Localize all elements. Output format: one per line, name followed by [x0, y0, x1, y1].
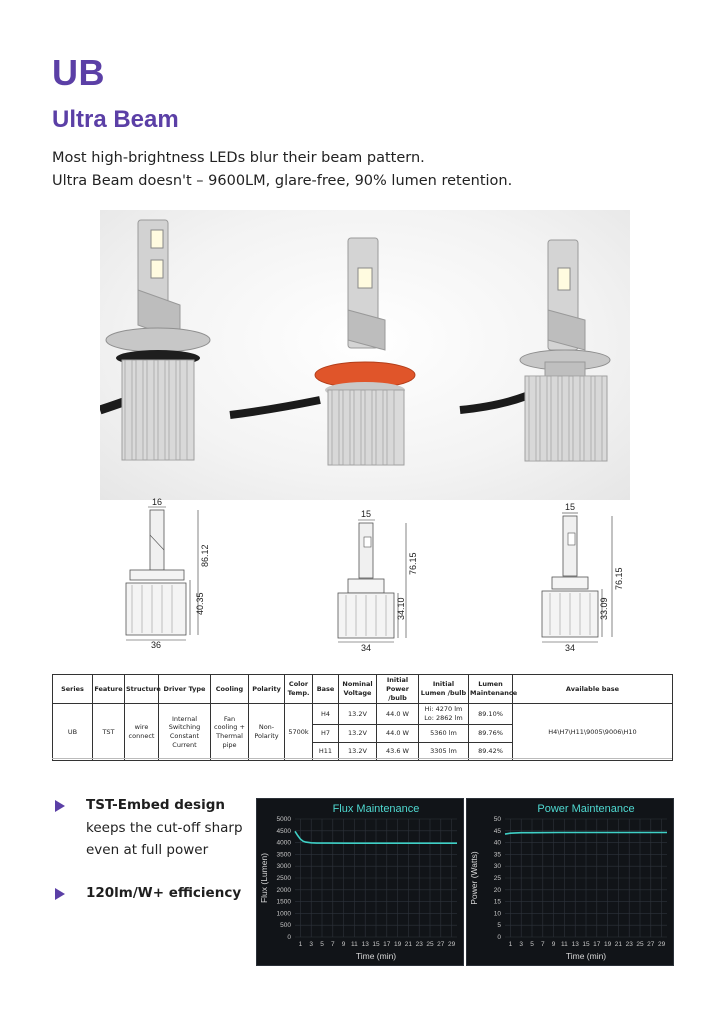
dim-base-3: 34	[564, 643, 576, 653]
dim-height-1: 86.12	[200, 544, 210, 567]
x-tick-label: 29	[447, 941, 456, 948]
dim-lower-2: 34.10	[396, 597, 406, 620]
bulb-h7-photo	[520, 240, 610, 461]
dim-height-3: 76.15	[614, 567, 624, 590]
cell-series: UB	[53, 704, 93, 761]
drawing-h11	[338, 509, 418, 653]
technical-drawings	[100, 495, 660, 655]
cell-structure: wire connect	[125, 704, 159, 761]
y-tick-label: 50	[493, 816, 501, 823]
col-header-structure: Structure	[125, 675, 159, 704]
y-axis-label: Power (Watts)	[469, 851, 479, 905]
y-tick-label: 2000	[276, 886, 291, 894]
dim-top-2: 15	[360, 509, 372, 519]
col-header-series: Series	[53, 675, 93, 704]
x-tick-label: 21	[404, 941, 413, 948]
x-tick-label: 17	[593, 941, 601, 948]
cell-maintenance: 89.42%	[469, 742, 513, 760]
divider	[52, 758, 672, 759]
feature-2-title: 120lm/W+ efficiency	[86, 885, 242, 901]
dim-lower-1: 40.35	[195, 592, 205, 615]
y-tick-label: 500	[280, 922, 291, 930]
cell-lumen: 5360 lm	[419, 724, 469, 742]
y-tick-label: 15	[493, 898, 501, 906]
product-photo	[100, 210, 630, 500]
col-header-base: Base	[313, 675, 339, 704]
intro-line-1: Most high-brightness LEDs blur their beam pattern.	[52, 150, 425, 166]
x-tick-label: 3	[519, 941, 524, 948]
y-tick-label: 0	[287, 934, 291, 941]
x-tick-label: 23	[415, 941, 423, 948]
cell-cooling: Fan cooling + Thermal pipe	[211, 704, 249, 761]
flux-chart-svg	[257, 799, 463, 965]
cell-lumen: Hi: 4270 lm Lo: 2862 lm	[419, 704, 469, 725]
cell-available-base: H4\H7\H11\9005\9006\H10	[513, 704, 673, 761]
table-row	[53, 704, 673, 725]
chart-title: Flux Maintenance	[332, 803, 420, 815]
chart-title: Power Maintenance	[537, 803, 635, 815]
x-tick-label: 21	[614, 941, 623, 948]
cell-voltage: 13.2V	[339, 704, 377, 725]
col-header-lumen: Initial Lumen /bulb	[419, 675, 469, 704]
cell-base: H7	[313, 724, 339, 742]
feature-1-line-1: keeps the cut-off sharp	[86, 820, 243, 836]
y-tick-label: 1000	[276, 910, 291, 918]
y-tick-label: 1500	[276, 898, 291, 906]
cell-power: 43.6 W	[377, 742, 419, 760]
cell-polarity: Non-Polarity	[249, 704, 285, 761]
cell-feature: TST	[93, 704, 125, 761]
y-tick-label: 4000	[276, 839, 291, 847]
col-header-cooling: Cooling	[211, 675, 249, 704]
col-header-driver: Driver Type	[159, 675, 211, 704]
x-tick-label: 19	[603, 941, 612, 948]
dim-base-1: 36	[150, 640, 162, 650]
y-axis-label: Flux (Lumen)	[259, 852, 269, 904]
y-tick-label: 5000	[276, 816, 291, 823]
y-tick-label: 0	[497, 934, 501, 941]
col-header-color-temp: Color Temp.	[285, 675, 313, 704]
x-tick-label: 23	[625, 941, 633, 948]
y-tick-label: 3500	[276, 851, 291, 859]
cell-maintenance: 89.76%	[469, 724, 513, 742]
x-tick-label: 13	[361, 941, 369, 948]
x-tick-label: 13	[571, 941, 579, 948]
x-tick-label: 11	[561, 941, 568, 948]
bullet-arrow-icon	[55, 888, 65, 900]
y-tick-label: 2500	[276, 875, 291, 882]
dim-lower-3: 33.09	[599, 597, 609, 620]
x-tick-label: 7	[330, 941, 335, 948]
y-tick-label: 45	[493, 827, 501, 835]
col-header-power: Initial Power /bulb	[377, 675, 419, 704]
table-header-row	[53, 675, 673, 704]
cell-power: 44.0 W	[377, 704, 419, 725]
flux-chart	[256, 798, 464, 966]
x-tick-label: 1	[508, 941, 513, 948]
power-chart-svg	[467, 799, 673, 965]
bullet-arrow-icon	[55, 800, 65, 812]
cell-base: H4	[313, 704, 339, 725]
x-tick-label: 27	[647, 941, 655, 948]
col-header-voltage: Nominal Voltage	[339, 675, 377, 704]
x-axis-label: Time (min)	[565, 951, 607, 961]
x-tick-label: 25	[426, 941, 434, 948]
series-name: Ultra Beam	[52, 106, 179, 133]
cell-driver-type: Internal Switching Constant Current	[159, 704, 211, 761]
series-code: UB	[52, 52, 105, 93]
dim-top-1: 16	[151, 497, 163, 507]
y-tick-label: 4500	[276, 827, 291, 835]
x-axis-label: Time (min)	[355, 951, 397, 961]
x-tick-label: 29	[657, 941, 666, 948]
x-tick-label: 19	[393, 941, 402, 948]
y-tick-label: 20	[493, 886, 501, 894]
x-tick-label: 15	[582, 941, 590, 948]
cell-voltage: 13.2V	[339, 742, 377, 760]
x-tick-label: 1	[298, 941, 303, 948]
cell-voltage: 13.2V	[339, 724, 377, 742]
cell-lumen: 3305 lm	[419, 742, 469, 760]
x-tick-label: 9	[551, 941, 556, 948]
drawing-h7	[542, 502, 624, 653]
feature-1-line-2: even at full power	[86, 842, 209, 858]
col-header-maintenance: Lumen Maintenance	[469, 675, 513, 704]
y-tick-label: 5	[497, 922, 501, 930]
x-tick-label: 9	[341, 941, 346, 948]
dim-base-2: 34	[360, 643, 372, 653]
y-tick-label: 40	[493, 839, 501, 847]
x-tick-label: 5	[320, 941, 324, 948]
cell-color-temp: 5700k	[285, 704, 313, 761]
bulb-h11-photo	[315, 238, 415, 465]
x-tick-label: 7	[540, 941, 545, 948]
col-header-polarity: Polarity	[249, 675, 285, 704]
x-tick-label: 27	[437, 941, 445, 948]
intro-line-2: Ultra Beam doesn't – 9600LM, glare-free, 90% lumen retention.	[52, 173, 513, 189]
x-tick-label: 25	[636, 941, 644, 948]
col-header-feature: Feature	[93, 675, 125, 704]
x-tick-label: 5	[530, 941, 534, 948]
y-tick-label: 25	[493, 875, 501, 882]
feature-1-title: TST-Embed design	[86, 797, 225, 813]
x-tick-label: 11	[351, 941, 358, 948]
dim-top-3: 15	[564, 502, 576, 512]
y-tick-label: 35	[493, 851, 501, 859]
cell-maintenance: 89.10%	[469, 704, 513, 725]
x-tick-label: 15	[372, 941, 380, 948]
y-tick-label: 30	[493, 863, 501, 871]
cell-power: 44.0 W	[377, 724, 419, 742]
drawing-h4	[126, 497, 210, 650]
cell-base: H11	[313, 742, 339, 760]
bulb-h4-photo	[106, 220, 210, 460]
x-tick-label: 17	[383, 941, 391, 948]
spec-table	[52, 674, 673, 761]
col-header-available-base: Available base	[513, 675, 673, 704]
x-tick-label: 3	[309, 941, 314, 948]
y-tick-label: 3000	[276, 863, 291, 871]
dim-height-2: 76.15	[408, 552, 418, 575]
y-tick-label: 10	[493, 910, 501, 918]
power-chart	[466, 798, 674, 966]
